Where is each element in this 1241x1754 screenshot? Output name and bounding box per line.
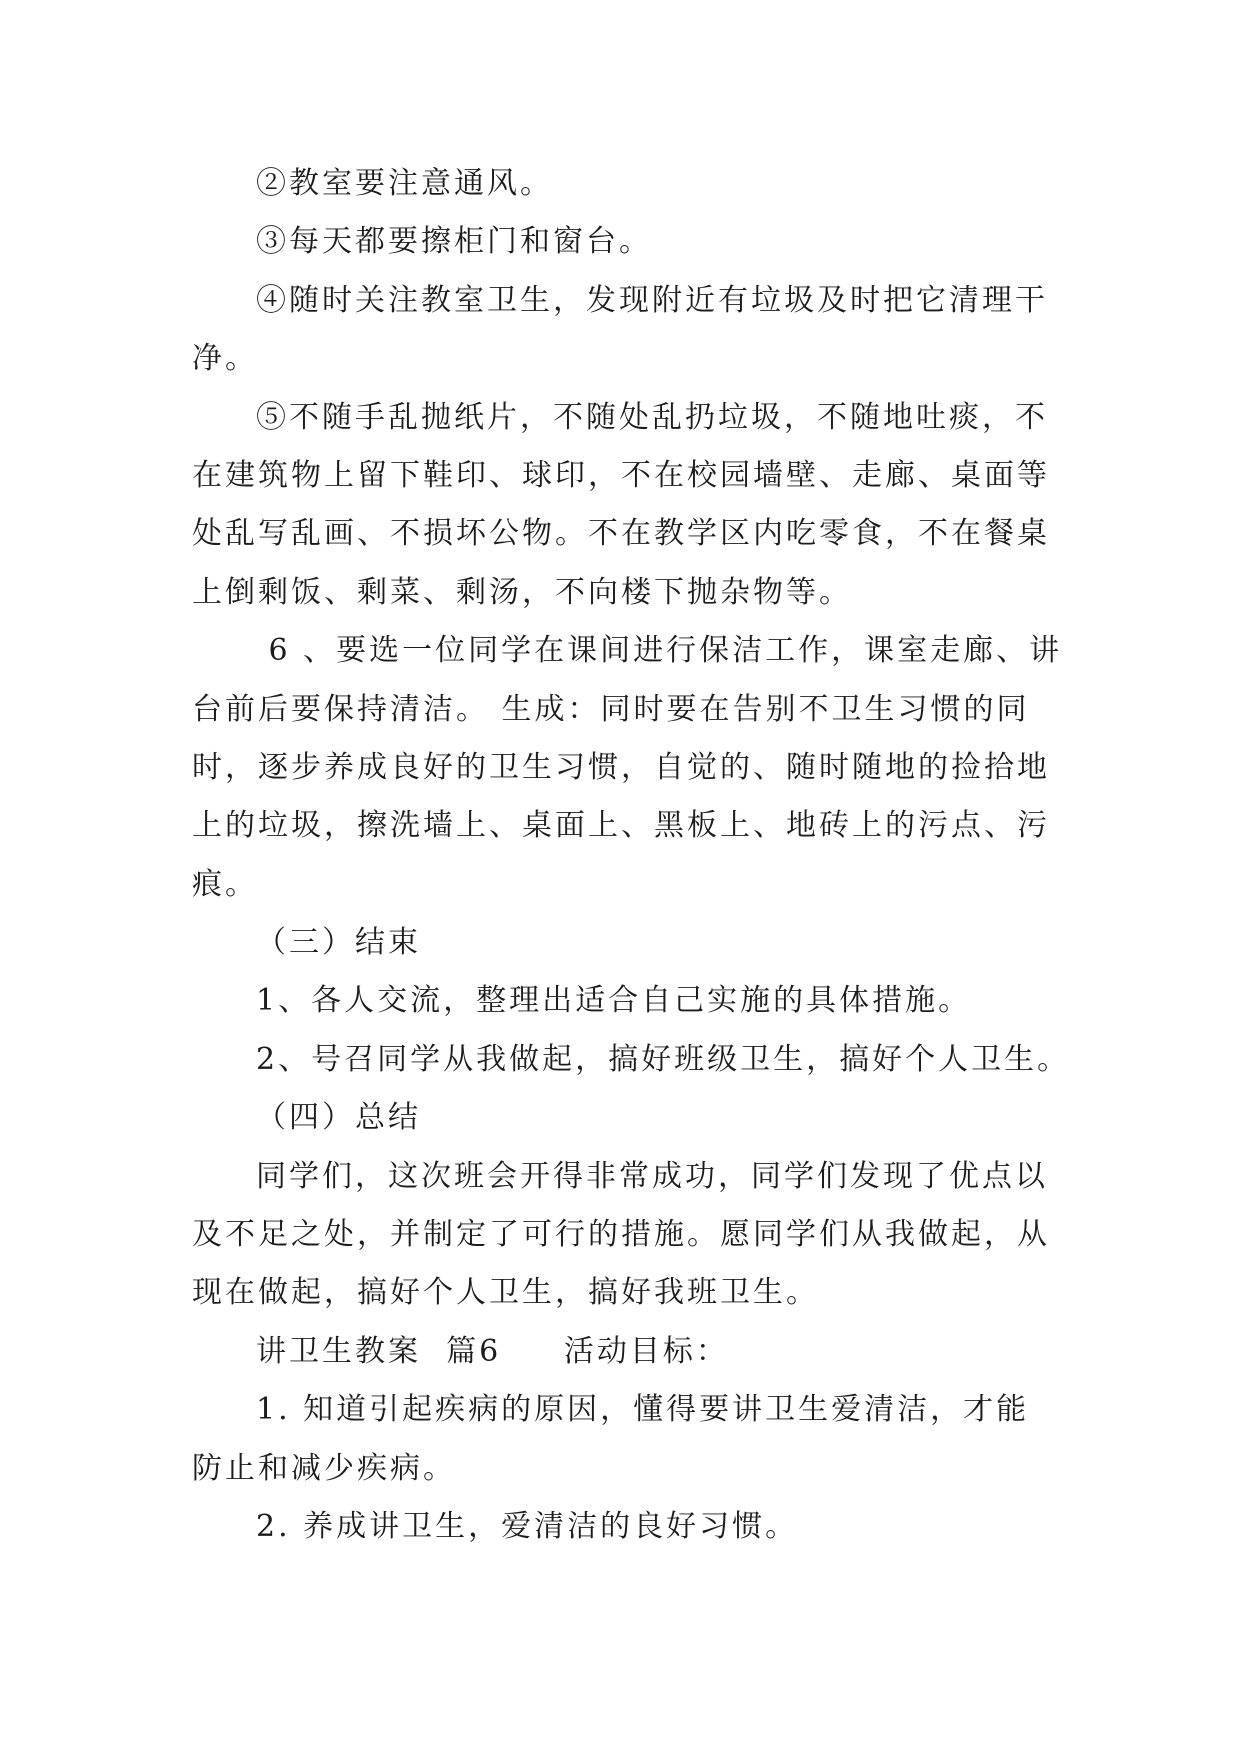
activity-goal-2 bbox=[192, 1498, 1092, 1556]
text-line: 上倒剩饭、剩菜、剩汤，不向楼下抛杂物等。 bbox=[192, 574, 852, 610]
section-heading-conclusion bbox=[192, 914, 1092, 972]
text-line: 台前后要保持清洁。 生成：同时要在告别不卫生习惯的同 bbox=[192, 691, 1030, 727]
item-4-paragraph bbox=[192, 272, 1092, 389]
text-line: 1、各人交流，整理出适合自己实施的具体措施。 bbox=[256, 983, 972, 1019]
item-6-paragraph bbox=[192, 622, 1092, 914]
text-line: 上的垃圾，擦洗墙上、桌面上、黑板上、地砖上的污点、污 bbox=[192, 808, 1050, 844]
text-line: 处乱写乱画、不损坏公物。不在教学区内吃零食，不在餐桌 bbox=[192, 516, 1050, 552]
text-line: 现在做起，搞好个人卫生，搞好我班卫生。 bbox=[192, 1275, 819, 1311]
text-line: 在建筑物上留下鞋印、球印，不在校园墙壁、走廊、桌面等 bbox=[192, 457, 1050, 493]
item-5-paragraph bbox=[192, 389, 1092, 623]
text-line: （四）总结 bbox=[256, 1100, 421, 1136]
text-line: 净。 bbox=[192, 341, 258, 377]
text-line: 时，逐步养成良好的卫生习惯，自觉的、随时随地的捡拾地 bbox=[192, 749, 1050, 785]
document-body bbox=[192, 155, 1092, 1556]
text-line: 2、号召同学从我做起，搞好班级卫生，搞好个人卫生。 bbox=[256, 1041, 1071, 1077]
item-3-paragraph bbox=[192, 213, 1092, 271]
item-2-paragraph bbox=[192, 155, 1092, 213]
text-line: （三）结束 bbox=[256, 925, 421, 961]
text-line: 1. 知道引起疾病的原因，懂得要讲卫生爱清洁，才能 bbox=[256, 1392, 1030, 1428]
text-line: 同学们，这次班会开得非常成功，同学们发现了优点以 bbox=[256, 1158, 1048, 1194]
lesson-plan-heading bbox=[192, 1323, 1092, 1381]
text-line: ⑤不随手乱抛纸片，不随处乱扔垃圾，不随地吐痰，不 bbox=[256, 399, 1048, 435]
summary-paragraph bbox=[192, 1148, 1092, 1323]
text-line: 2. 养成讲卫生，爱清洁的良好习惯。 bbox=[256, 1508, 799, 1544]
section-heading-summary bbox=[192, 1089, 1092, 1147]
text-line: 6 、要选一位同学在课间进行保洁工作，课室走廊、讲 bbox=[256, 633, 1063, 669]
text-line: ③每天都要擦柜门和窗台。 bbox=[256, 224, 652, 260]
text-line: ②教室要注意通风。 bbox=[256, 166, 553, 201]
text-line: 痕。 bbox=[192, 866, 258, 902]
text-line: ④随时关注教室卫生，发现附近有垃圾及时把它清理干 bbox=[256, 282, 1048, 318]
text-line: 防止和减少疾病。 bbox=[192, 1450, 456, 1486]
text-line: 及不足之处，并制定了可行的措施。愿同学们从我做起，从 bbox=[192, 1217, 1050, 1253]
activity-goal-1 bbox=[192, 1381, 1092, 1498]
conclusion-step-1 bbox=[192, 972, 1092, 1030]
conclusion-step-2 bbox=[192, 1031, 1092, 1089]
text-line: 讲卫生教案 篇6 活动目标： bbox=[256, 1333, 729, 1369]
